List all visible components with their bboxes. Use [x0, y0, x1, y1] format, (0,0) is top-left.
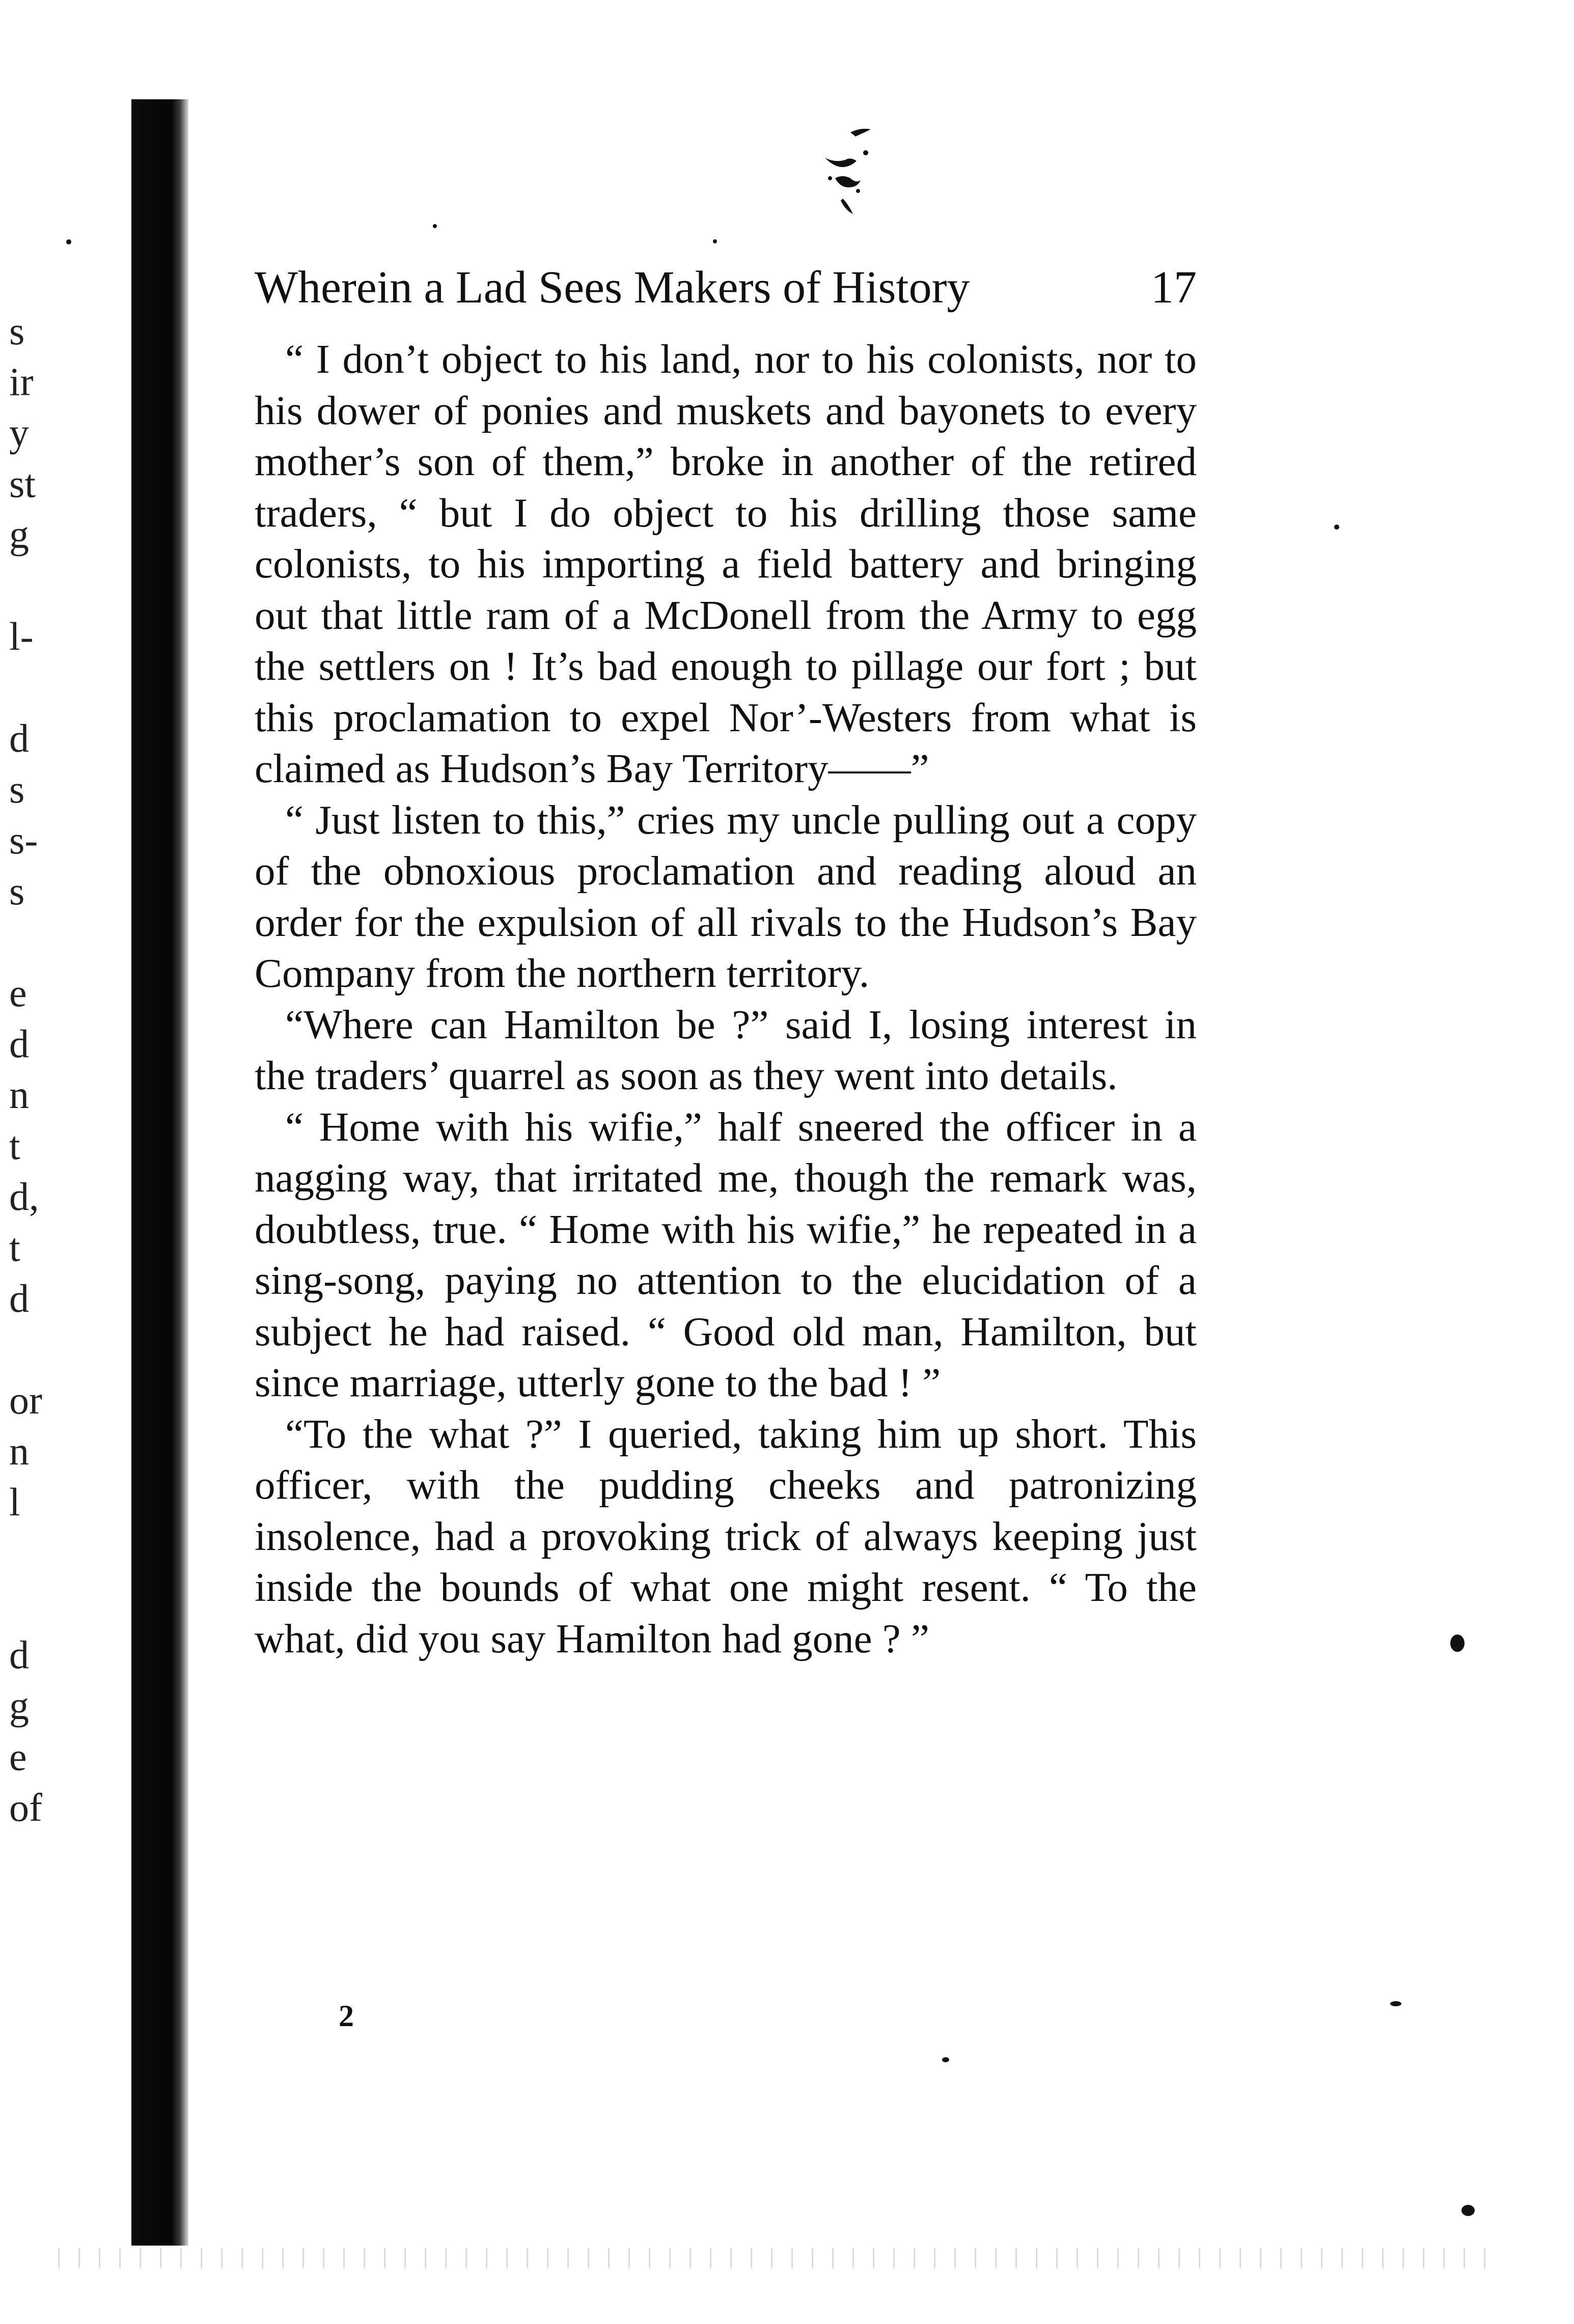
adjacent-page-fragment: g — [9, 1683, 29, 1728]
adjacent-page-fragment — [9, 1528, 121, 1579]
adjacent-page-fragment: of — [9, 1785, 42, 1830]
adjacent-page-fragment: t — [9, 1123, 20, 1168]
ink-speck — [66, 239, 71, 244]
ink-speck — [942, 2057, 949, 2062]
adjacent-page-fragment: st — [9, 461, 36, 506]
adjacent-page-fragments — [9, 306, 121, 1833]
page-number: 17 — [1151, 262, 1197, 313]
adjacent-page-fragment — [9, 560, 121, 611]
body-text — [255, 334, 1197, 1664]
scan-noise — [51, 2248, 1502, 2268]
adjacent-page-fragment: t — [9, 1225, 20, 1269]
ink-speck — [1390, 2001, 1401, 2006]
adjacent-page-fragment: d, — [9, 1174, 39, 1219]
running-head — [255, 257, 1197, 318]
paragraph: “ I don’t object to his land, nor to his colonists, nor to his dower of ponies and muskets and bayonets to every mother’s son of them,” broke in another of the retired traders, “ but I do object to his drilling those same colonists, to his importing a field battery and bringing out that little ram of a McDonell from the Army to egg the settlers on ! It’s bad enough to pillage our fort ; but this proclamation to expel Nor’-Westers from what is claimed as Hudson’s Bay Territory——” — [255, 336, 1197, 791]
adjacent-page-fragment — [9, 1579, 121, 1629]
adjacent-page-fragment: e — [9, 1734, 27, 1779]
ornament-icon — [794, 122, 896, 234]
adjacent-page-fragment: s — [9, 869, 25, 913]
adjacent-page-fragment: y — [9, 410, 29, 455]
adjacent-page-fragment: g — [9, 512, 29, 557]
adjacent-page-fragment — [9, 917, 121, 967]
adjacent-page-fragment — [9, 1324, 121, 1375]
adjacent-page-fragment: n — [9, 1072, 29, 1117]
paragraph: “Where can Hamilton be ?” said I, losing interest in the traders’ quarrel as soon as they went into details. — [255, 1001, 1197, 1098]
adjacent-page-fragment — [9, 662, 121, 713]
adjacent-page-fragment: s — [9, 767, 25, 811]
adjacent-page-fragment: d — [9, 1276, 29, 1320]
adjacent-page-fragment: e — [9, 971, 27, 1015]
adjacent-page-fragment: d — [9, 1021, 29, 1066]
ink-speck — [1450, 1635, 1465, 1652]
adjacent-page-fragment: s- — [9, 818, 38, 862]
ink-speck — [1461, 2205, 1475, 2216]
paragraph: “ Home with his wifie,” half sneered the officer in a nagging way, that irritated me, though the remark was, doubtless, true. “ Home with his wifie,” he repeated in a sing-song, paying no attention to the elucidation of a subject he had raised. “ Good old man, Hamilton, but since marriage, utterly gone to the bad ! ” — [255, 1103, 1197, 1405]
adjacent-page-fragment: d — [9, 1633, 29, 1677]
running-head-title: Wherein a Lad Sees Makers of History — [255, 262, 970, 313]
adjacent-page-fragment: or — [9, 1378, 42, 1422]
ink-speck — [433, 224, 437, 228]
adjacent-page-fragment: l- — [9, 614, 34, 658]
paragraph: “To the what ?” I queried, taking him up short. This officer, with the pudding cheeks and patronizing insolence, had a provoking trick of always keeping just inside the bounds of what one might resent. “ To the what, did you say Hamilton had gone ? ” — [255, 1410, 1197, 1662]
adjacent-page-fragment: ir — [9, 359, 34, 404]
adjacent-page-fragment: d — [9, 716, 29, 760]
signature-mark: 2 — [339, 1999, 354, 2033]
ink-speck — [713, 239, 717, 243]
binding-gutter-shadow — [131, 99, 188, 2246]
ink-speck — [1334, 524, 1339, 530]
adjacent-page-fragment: l — [9, 1480, 20, 1524]
adjacent-page-fragment: n — [9, 1429, 29, 1473]
paragraph: “ Just listen to this,” cries my uncle pulling out a copy of the obnoxious proclamation and reading aloud an order for the expulsion of all rivals to the Hudson’s Bay Company from the northern territory. — [255, 796, 1197, 996]
adjacent-page-fragment: s — [9, 309, 25, 353]
